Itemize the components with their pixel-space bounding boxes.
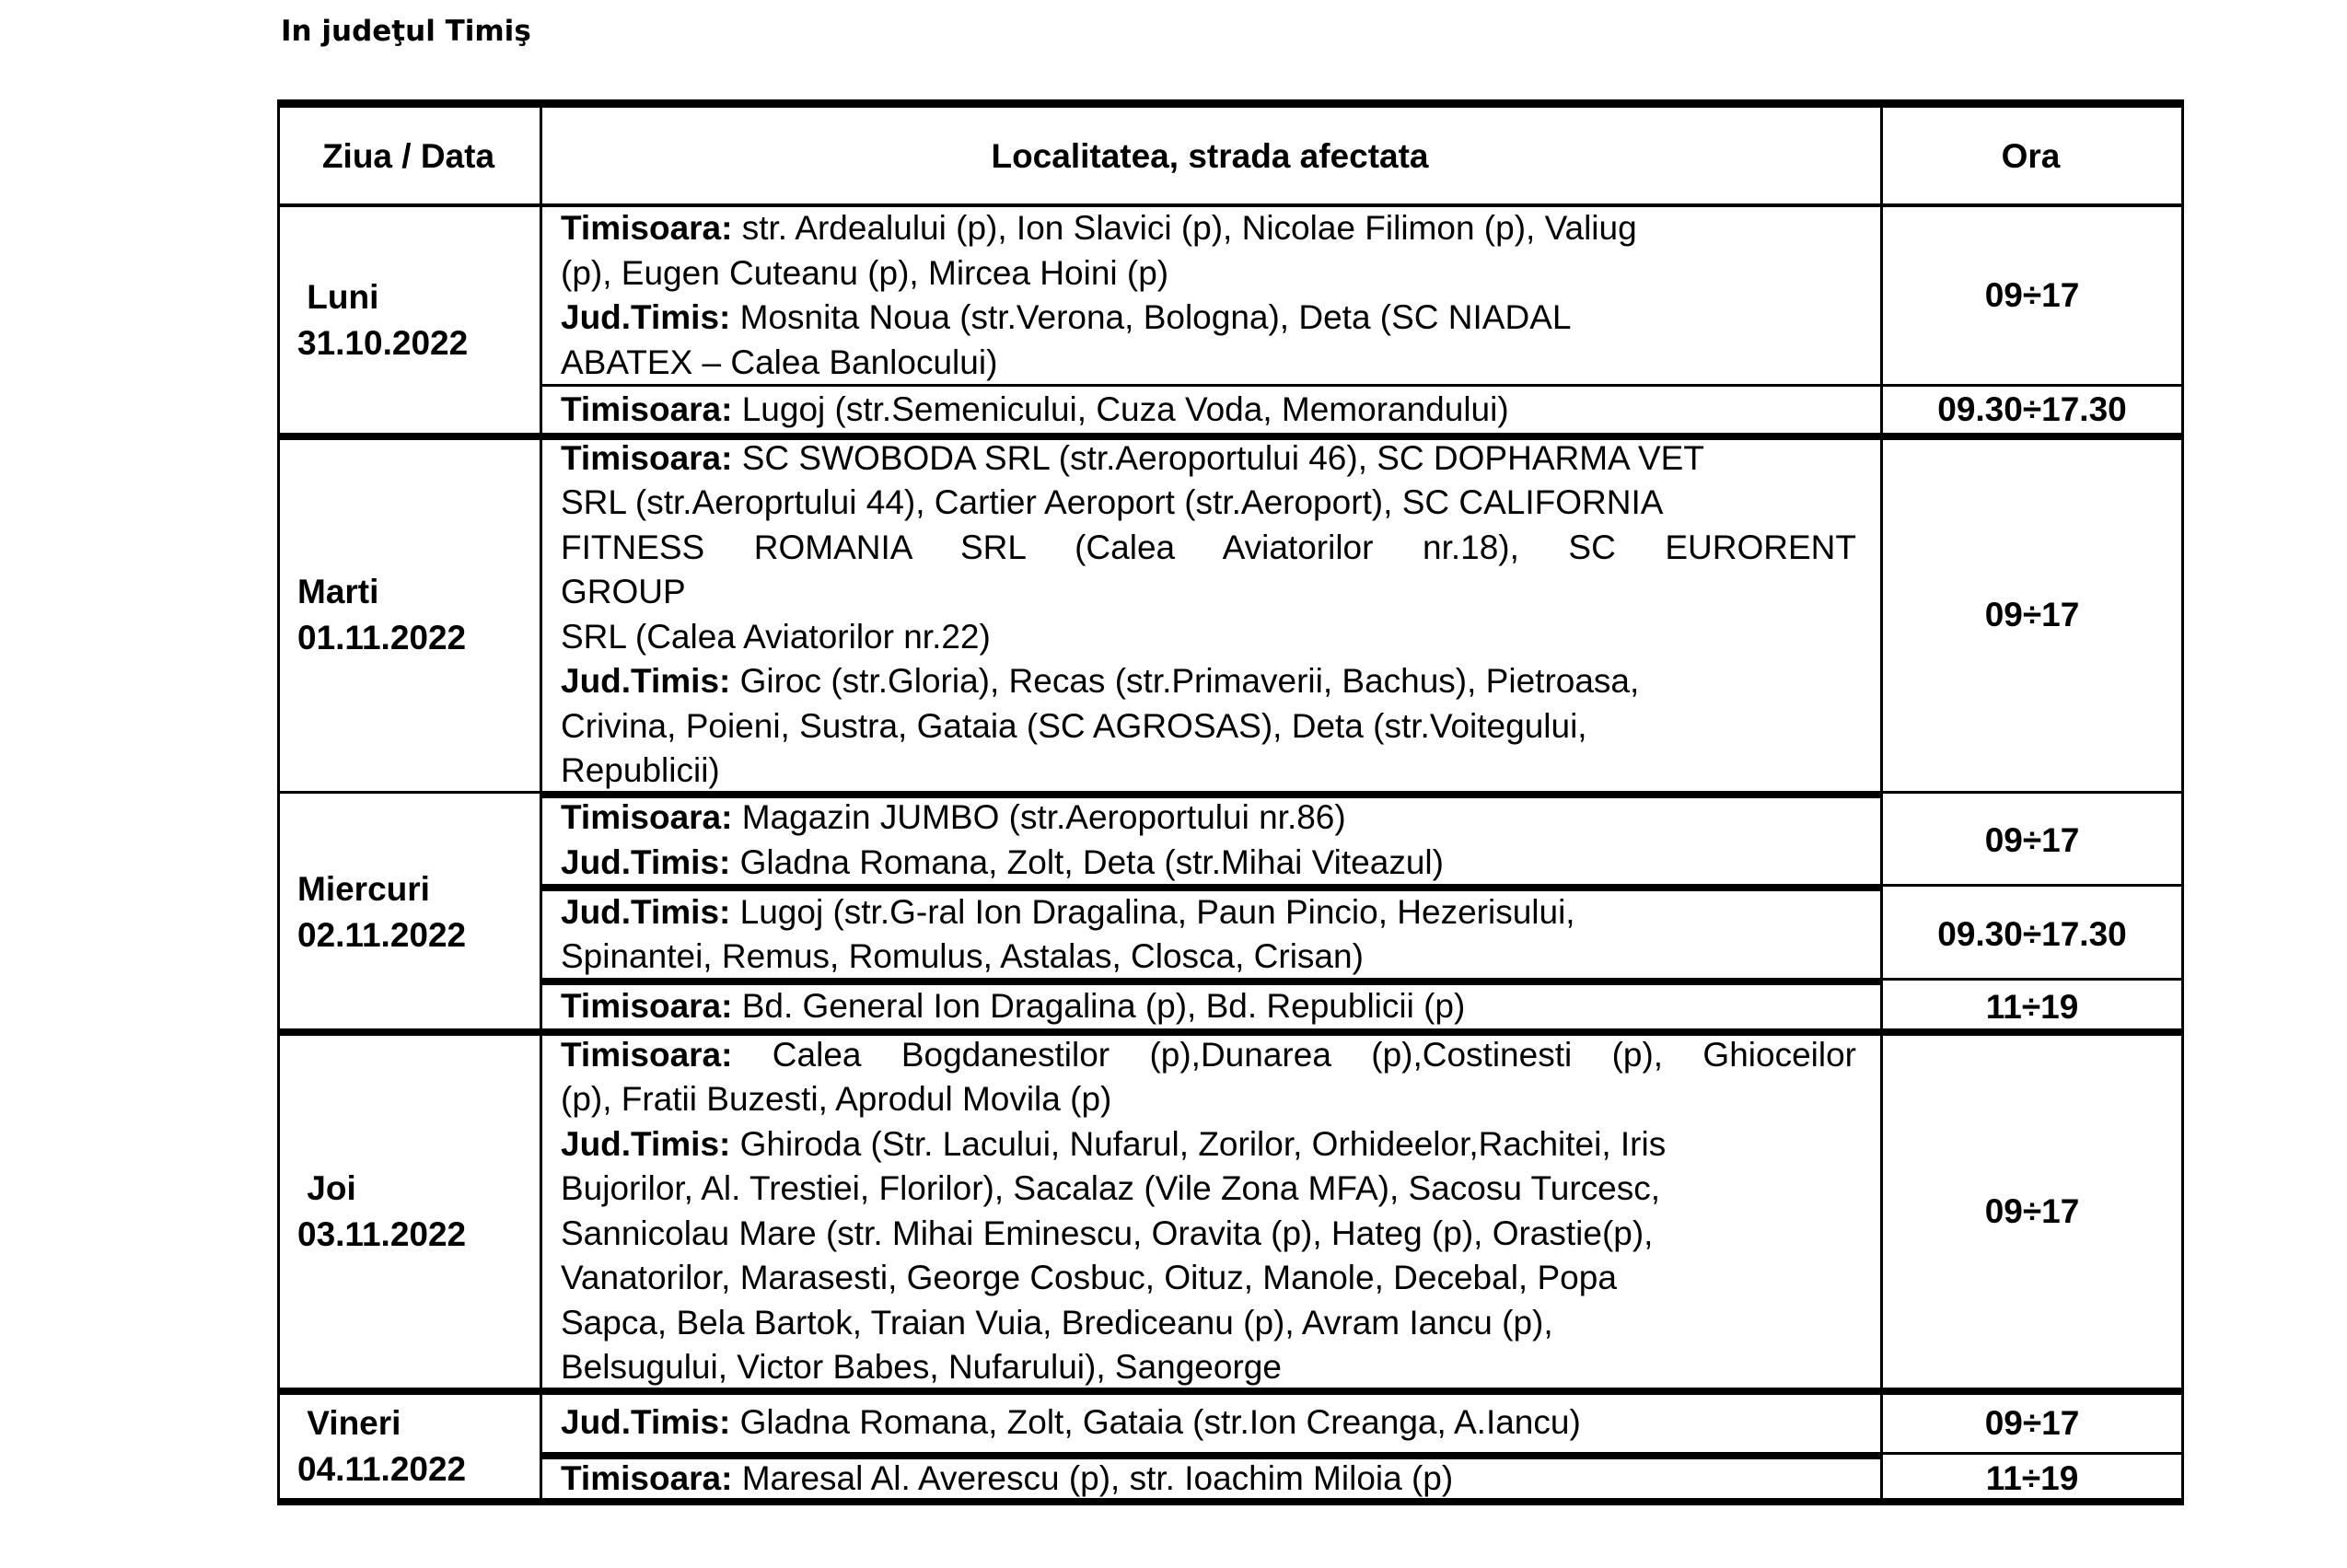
page-title: In judeţul Timiş — [281, 15, 531, 48]
table-rule — [277, 791, 540, 794]
table-rule — [277, 99, 2184, 108]
streets-text: (p), Fratii Buzesti, Aprodul Movila (p) — [561, 1080, 1112, 1118]
header-day: Ziua / Data — [321, 136, 495, 175]
location-line — [561, 659, 1856, 704]
location-line — [561, 704, 1856, 749]
location-line — [561, 890, 1856, 935]
location-line — [561, 296, 1856, 341]
day-date: 31.10.2022 — [297, 323, 469, 362]
location-line — [561, 341, 1856, 386]
streets-text: Giroc (str.Gloria), Recas (str.Primaverii, Bachus), Pietroasa, — [730, 662, 1640, 700]
location-line — [561, 1345, 1856, 1390]
table-rule — [1880, 978, 2184, 981]
streets-text: Sapca, Bela Bartok, Traian Vuia, Brediceanu (p), Avram Iancu (p), — [561, 1303, 1553, 1342]
location-line — [561, 1212, 1856, 1257]
table-rule — [540, 884, 1880, 891]
hour-cell: 11÷19 — [1985, 1459, 2079, 1497]
streets-text: GROUP — [561, 573, 686, 610]
day-name: Vineri — [297, 1403, 401, 1442]
table-rule — [1880, 884, 2184, 887]
streets-text: Crivina, Poieni, Sustra, Gataia (SC AGROSAS), Deta (str.Voitegului, — [561, 706, 1587, 745]
area-label: Timisoara: — [561, 438, 733, 477]
day-cell — [277, 1394, 540, 1498]
location-cell — [542, 985, 1880, 1028]
table-rule — [1880, 791, 2184, 794]
location-line — [561, 841, 1856, 886]
day-name: Joi — [297, 1168, 356, 1207]
streets-text: Gladna Romana, Zolt, Gataia (str.Ion Creanga, A.Iancu) — [730, 1403, 1581, 1442]
location-cell — [542, 1035, 1880, 1388]
location-line — [561, 436, 1856, 482]
hour-cell: 09÷17 — [1984, 595, 2080, 633]
location-line — [561, 1122, 1856, 1167]
day-date: 03.11.2022 — [297, 1214, 467, 1253]
table-rule — [540, 978, 1880, 985]
location-line — [561, 935, 1856, 980]
day-date: 01.11.2022 — [297, 618, 467, 656]
location-cell — [542, 387, 1880, 433]
header-location: Localitatea, strada afectata — [991, 136, 1429, 175]
streets-text: Ghiroda (Str. Lacului, Nufarul, Zorilor, Orhideelor,Rachitei, Iris — [730, 1124, 1667, 1163]
area-label: Jud.Timis: — [561, 662, 731, 700]
streets-text: Spinantei, Remus, Romulus, Astalas, Closca, Crisan) — [561, 937, 1364, 975]
location-line — [561, 1077, 1856, 1122]
hour-cell: 09.30÷17.30 — [1937, 915, 2127, 953]
streets-text: Sannicolau Mare (str. Mihai Eminescu, Oravita (p), Hateg (p), Orastie(p), — [561, 1214, 1654, 1252]
area-label: Timisoara: — [561, 1035, 733, 1074]
location-line — [561, 526, 1856, 571]
table-rule — [1880, 99, 1883, 1504]
location-line — [561, 615, 1856, 660]
day-cell — [277, 438, 540, 791]
location-line — [561, 1033, 1856, 1078]
table-rule — [540, 1452, 1880, 1459]
streets-text: Magazin JUMBO (str.Aeroportului nr.86) — [732, 798, 1346, 836]
location-cell — [542, 438, 1880, 791]
location-line — [561, 1457, 1856, 1502]
table-rule — [540, 384, 2184, 387]
day-cell — [277, 207, 540, 433]
streets-text: (p), Eugen Cuteanu (p), Mircea Hoini (p) — [561, 253, 1169, 292]
day-date: 02.11.2022 — [297, 916, 467, 954]
day-name: Miercuri — [297, 870, 430, 908]
hour-cell: 09÷17 — [1984, 1403, 2080, 1442]
location-line — [561, 1301, 1856, 1346]
location-line — [561, 206, 1856, 251]
area-label: Timisoara: — [561, 798, 733, 836]
area-label: Timisoara: — [561, 987, 733, 1026]
streets-text: Gladna Romana, Zolt, Deta (str.Mihai Viteazul) — [730, 842, 1444, 881]
location-line — [561, 796, 1856, 841]
streets-text: Bujorilor, Al. Trestiei, Florilor), Sacalaz (Vile Zona MFA), Sacosu Turcesc, — [561, 1169, 1661, 1207]
area-label: Timisoara: — [561, 389, 733, 428]
location-cell — [542, 796, 1880, 884]
streets-text: Bd. General Ion Dragalina (p), Bd. Republicii (p) — [732, 987, 1466, 1026]
location-line — [561, 749, 1856, 794]
area-label: Jud.Timis: — [561, 842, 731, 881]
table-rule — [540, 99, 542, 1504]
location-line — [561, 570, 1856, 615]
streets-text: SC SWOBODA SRL (str.Aeroportului 46), SC DOPHARMA VET — [732, 438, 1704, 477]
day-cell — [277, 796, 540, 1028]
streets-text: ABATEX – Calea Banlocului) — [561, 343, 998, 381]
hour-cell: 09÷17 — [1984, 820, 2080, 859]
day-name: Marti — [297, 572, 379, 610]
area-label: Timisoara: — [561, 209, 733, 247]
streets-text: FITNESS ROMANIA SRL (Calea Aviatorilor nr.18), SC EURORENT — [561, 528, 1856, 566]
header-hour: Ora — [2001, 136, 2061, 175]
streets-text: Mosnita Noua (str.Verona, Bologna), Deta (SC NIADAL — [730, 298, 1572, 336]
streets-text: Belsugului, Victor Babes, Nufarului), Sangeorge — [561, 1348, 1282, 1386]
table-rule — [277, 99, 280, 1504]
streets-text: Maresal Al. Averescu (p), str. Ioachim Miloia (p) — [732, 1458, 1454, 1497]
location-cell — [542, 1459, 1880, 1498]
streets-text: str. Ardealului (p), Ion Slavici (p), Nicolae Filimon (p), Valiug — [732, 209, 1637, 247]
area-label: Jud.Timis: — [561, 892, 731, 931]
streets-text: Calea Bogdanestilor (p),Dunarea (p),Costinesti (p), Ghioceilor — [732, 1035, 1856, 1074]
hour-cell: 09.30÷17.30 — [1937, 390, 2127, 428]
location-line — [561, 1400, 1856, 1446]
table-rule — [2181, 99, 2184, 1504]
location-line — [561, 481, 1856, 526]
area-label: Jud.Timis: — [561, 1403, 731, 1442]
table-rule — [277, 1498, 2184, 1505]
streets-text: Vanatorilor, Marasesti, George Cosbuc, Oituz, Manole, Decebal, Popa — [561, 1259, 1617, 1296]
streets-text: SRL (Calea Aviatorilor nr.22) — [561, 617, 991, 656]
location-line — [561, 251, 1856, 296]
day-name: Luni — [297, 277, 379, 316]
area-label: Timisoara: — [561, 1458, 733, 1497]
hour-cell: 11÷19 — [1985, 987, 2079, 1026]
day-cell — [277, 1035, 540, 1388]
area-label: Jud.Timis: — [561, 298, 731, 336]
location-line — [561, 388, 1856, 433]
location-line — [561, 1256, 1856, 1301]
location-cell — [542, 1394, 1880, 1452]
area-label: Jud.Timis: — [561, 1124, 731, 1163]
day-date: 04.11.2022 — [297, 1449, 467, 1488]
streets-text: SRL (str.Aeroprtului 44), Cartier Aeroport (str.Aeroport), SC CALIFORNIA — [561, 483, 1664, 521]
location-cell — [542, 207, 1880, 384]
location-line — [561, 984, 1856, 1029]
streets-text: Lugoj (str.Semenicului, Cuza Voda, Memorandului) — [732, 389, 1509, 428]
hour-cell: 09÷17 — [1984, 1191, 2080, 1230]
table-rule — [1880, 1452, 2184, 1455]
location-line — [561, 1167, 1856, 1212]
hour-cell: 09÷17 — [1984, 276, 2080, 314]
location-cell — [542, 891, 1880, 978]
streets-text: Republicii) — [561, 751, 720, 789]
streets-text: Lugoj (str.G-ral Ion Dragalina, Paun Pincio, Hezerisului, — [730, 892, 1575, 931]
